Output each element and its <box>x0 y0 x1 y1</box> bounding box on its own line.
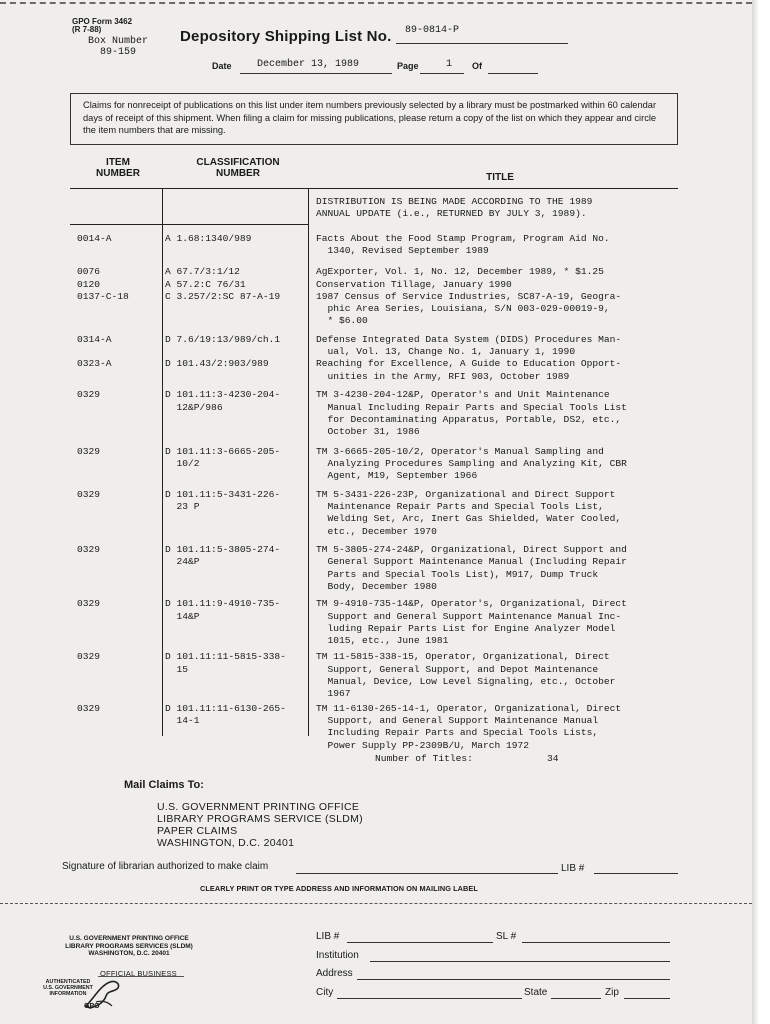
title-line: Reaching for Excellence, A Guide to Education Opport- <box>316 358 622 370</box>
title-line: TM 3-6665-205-10/2, Operator's Manual Sampling and <box>316 445 604 457</box>
title-line: unities in the Army, RFI 903, October 1989 <box>316 370 570 382</box>
item-header-line2: NUMBER <box>96 168 140 179</box>
item-number: 0120 <box>77 278 101 290</box>
label-address-label: Address <box>316 968 353 979</box>
item-number: 0329 <box>77 488 101 500</box>
title-line: General Support Maintenance Manual (Including Repair <box>316 556 627 568</box>
classification-number: D 101.11:11-6130-265- <box>165 702 286 714</box>
title-line: Welding Set, Arc, Inert Gas Shielded, Water Cooled, <box>316 513 622 525</box>
title-line: * $6.00 <box>316 315 368 327</box>
return-address-line: U.S. GOVERNMENT PRINTING OFFICE <box>69 935 189 942</box>
item-column-divider <box>162 188 163 736</box>
title-line: Body, December 1980 <box>316 581 437 593</box>
class-header-line2: NUMBER <box>216 168 260 179</box>
mail-address-line: WASHINGTON, D.C. 20401 <box>157 837 295 849</box>
classification-number: 23 P <box>165 501 200 513</box>
label-state-field[interactable] <box>551 998 601 999</box>
signature-lib-line[interactable] <box>594 873 678 874</box>
label-lib-label: LIB # <box>316 931 340 942</box>
title-line: Defense Integrated Data System (DIDS) Procedures Man- <box>316 333 622 345</box>
item-number: 0329 <box>77 651 101 663</box>
item-number: 0329 <box>77 702 101 714</box>
title-line: 1340, Revised September 1989 <box>316 245 489 257</box>
title-line: TM 9-4910-735-14&P, Operator's, Organizational, Direct <box>316 598 627 610</box>
return-address-line: WASHINGTON, D.C. 20401 <box>88 950 170 957</box>
title-line: TM 11-6130-265-14-1, Operator, Organizational, Direct <box>316 702 622 714</box>
classification-number: A 57.2:C 76/31 <box>165 278 246 290</box>
title-line: ual, Vol. 13, Change No. 1, January 1, 1990 <box>316 346 576 358</box>
item-number-header <box>82 157 154 179</box>
title-line: Including Repair Parts and Special Tools Lists, <box>316 727 599 739</box>
label-zip-label: Zip <box>605 987 619 998</box>
title-line: TM 11-5815-338-15, Operator, Organizational, Direct <box>316 651 610 663</box>
label-city-label: City <box>316 987 334 998</box>
document-title: Depository Shipping List No. <box>180 28 392 45</box>
box-number-label: Box Number <box>88 36 149 47</box>
number-of-titles-value: 34 <box>547 753 559 764</box>
label-lib-field[interactable] <box>347 942 493 943</box>
label-sl-field[interactable] <box>522 942 670 943</box>
title-line: Maintenance Repair Parts and Special Tools List, <box>316 501 604 513</box>
mail-address-line: LIBRARY PROGRAMS SERVICE (SLDM) <box>157 813 363 825</box>
return-address <box>60 935 198 958</box>
bottom-perforation <box>0 903 752 904</box>
label-city-field[interactable] <box>337 998 522 999</box>
page-value: 1 <box>446 59 453 70</box>
signature-label: Signature of librarian authorized to make claim <box>62 861 269 872</box>
title-line: 1015, etc., June 1981 <box>316 635 449 647</box>
list-number-underline <box>396 43 568 44</box>
classification-number: 12&P/986 <box>165 401 223 413</box>
label-address-field[interactable] <box>357 979 670 980</box>
item-number: 0323-A <box>77 358 112 370</box>
form-number <box>72 18 132 34</box>
title-header: TITLE <box>486 172 514 183</box>
mail-address-line: PAPER CLAIMS <box>157 825 238 837</box>
distribution-note-line: DISTRIBUTION IS BEING MADE ACCORDING TO THE 1989 <box>316 196 593 207</box>
title-line: Manual, Device, Low Level Signaling, etc., October <box>316 675 616 687</box>
title-line: Support, and General Support Maintenance Manual <box>316 715 599 727</box>
box-number <box>88 36 148 58</box>
gpo-logo-sub: GPO <box>84 1003 100 1010</box>
title-line: Agent, M19, September 1966 <box>316 470 478 482</box>
box-number-value: 89-159 <box>100 47 137 58</box>
label-institution-field[interactable] <box>370 961 670 962</box>
item-number: 0014-A <box>77 233 112 244</box>
title-line: TM 5-3431-226-23P, Organizational and Direct Support <box>316 488 616 500</box>
class-column-divider <box>308 188 309 736</box>
title-line: Power Supply PP-2309B/U, March 1972 <box>316 739 530 751</box>
title-line: Support, General Support, and Depot Maintenance <box>316 663 599 675</box>
item-number: 0329 <box>77 445 101 457</box>
classification-number: D 7.6/19:13/989/ch.1 <box>165 333 281 345</box>
classification-number: D 101.11:5-3805-274- <box>165 544 281 556</box>
classification-number: A 67.7/3:1/12 <box>165 266 240 278</box>
gpo-logo <box>38 976 116 1012</box>
label-institution-label: Institution <box>316 950 359 961</box>
table-left-rule <box>70 224 308 225</box>
form-number-line1: GPO Form 3462 <box>72 17 133 26</box>
classification-number: D 101.11:3-6665-205- <box>165 445 281 457</box>
mail-address-line: U.S. GOVERNMENT PRINTING OFFICE <box>157 801 360 813</box>
page-underline <box>420 73 464 74</box>
classification-number: 15 <box>165 663 189 675</box>
classification-number: D 101.43/2:903/989 <box>165 358 269 370</box>
return-address-line: LIBRARY PROGRAMS SERVICES (SLDM) <box>65 942 193 950</box>
item-header-line1: ITEM <box>106 157 130 168</box>
title-line: TM 5-3805-274-24&P, Organizational, Direct Support and <box>316 544 627 556</box>
classification-number: 14&P <box>165 610 200 622</box>
distribution-note-line: ANNUAL UPDATE (i.e., RETURNED BY JULY 3, 1989). <box>316 208 587 220</box>
classification-number: 14-1 <box>165 715 200 727</box>
classification-number-header <box>178 157 298 179</box>
page-label: Page <box>397 61 419 71</box>
title-line: Facts About the Food Stamp Program, Program Aid No. <box>316 233 610 244</box>
date-label: Date <box>212 61 232 71</box>
page-edge <box>752 0 770 1024</box>
logo-text-line: U.S. GOVERNMENT <box>43 985 93 991</box>
label-zip-field[interactable] <box>624 998 670 999</box>
classification-number: D 101.11:3-4230-204- <box>165 389 281 401</box>
title-line: Parts and Special Tools List), M917, Dump Truck <box>316 568 599 580</box>
title-line: for Decontaminating Apparatus, Portable, DS2, etc., <box>316 413 622 425</box>
title-line: 1967 <box>316 688 351 700</box>
class-header-line1: CLASSIFICATION <box>196 157 280 168</box>
item-number: 0329 <box>77 544 101 556</box>
title-line: 1987 Census of Service Industries, SC87-A-19, Geogra- <box>316 290 622 302</box>
title-line: Conservation Tillage, January 1990 <box>316 278 512 290</box>
classification-number: D 101.11:11-5815-338- <box>165 651 286 663</box>
classification-number: A 1.68:1340/989 <box>165 233 252 244</box>
form-number-line2: (R 7-88) <box>72 25 102 34</box>
number-of-titles-label: Number of Titles: <box>375 753 473 764</box>
mail-claims-address <box>157 801 363 849</box>
date-underline <box>240 73 392 74</box>
mail-claims-heading: Mail Claims To: <box>124 779 204 791</box>
title-line: phic Area Series, Louisiana, S/N 003-029-00019-9, <box>316 303 610 315</box>
classification-number: 24&P <box>165 556 200 568</box>
logo-text-line: INFORMATION <box>49 991 87 997</box>
signature-lib-label: LIB # <box>561 863 585 874</box>
top-perforation <box>0 2 752 4</box>
classification-number: C 3.257/2:SC 87-A-19 <box>165 290 281 302</box>
title-line: AgExporter, Vol. 1, No. 12, December 1989, * $1.25 <box>316 266 604 278</box>
item-number: 0329 <box>77 389 101 401</box>
of-label: Of <box>472 61 482 71</box>
item-number: 0329 <box>77 598 101 610</box>
official-business: OFFICIAL BUSINESS <box>100 969 177 978</box>
item-number: 0076 <box>77 266 101 278</box>
item-number: 0137-C-18 <box>77 290 129 302</box>
list-number: 89-0814-P <box>405 25 460 36</box>
print-note: CLEARLY PRINT OR TYPE ADDRESS AND INFORMATION ON MAILING LABEL <box>200 884 478 893</box>
claims-notice: Claims for nonreceipt of publications on this list under item numbers previously selected by a library must be postmarked within 60 calendar days of receipt of this shipment. When filing a claim for missing publications, please return a copy of the list on which they appear and circle the item numbers that are missing. <box>70 93 678 145</box>
title-line: October 31, 1986 <box>316 426 420 438</box>
title-line: Analyzing Procedures Sampling and Analyzing Kit, CBR <box>316 458 627 470</box>
classification-number: D 101.11:5-3431-226- <box>165 488 281 500</box>
classification-number: 10/2 <box>165 458 200 470</box>
of-underline <box>488 73 538 74</box>
title-line: Manual Including Repair Parts and Special Tools List <box>316 401 627 413</box>
label-state-label: State <box>524 987 548 998</box>
title-line: luding Repair Parts List for Engine Analyzer Model <box>316 622 616 634</box>
title-line: TM 3-4230-204-12&P, Operator's and Unit Maintenance <box>316 389 610 401</box>
date-value: December 13, 1989 <box>257 59 360 70</box>
item-number: 0314-A <box>77 333 112 345</box>
label-sl-label: SL # <box>496 931 517 942</box>
title-line: etc., December 1970 <box>316 525 437 537</box>
signature-line[interactable] <box>296 873 558 874</box>
title-line: Support and General Support Maintenance Manual Inc- <box>316 610 622 622</box>
logo-text-line: AUTHENTICATED <box>45 979 91 985</box>
classification-number: D 101.11:9-4910-735- <box>165 598 281 610</box>
